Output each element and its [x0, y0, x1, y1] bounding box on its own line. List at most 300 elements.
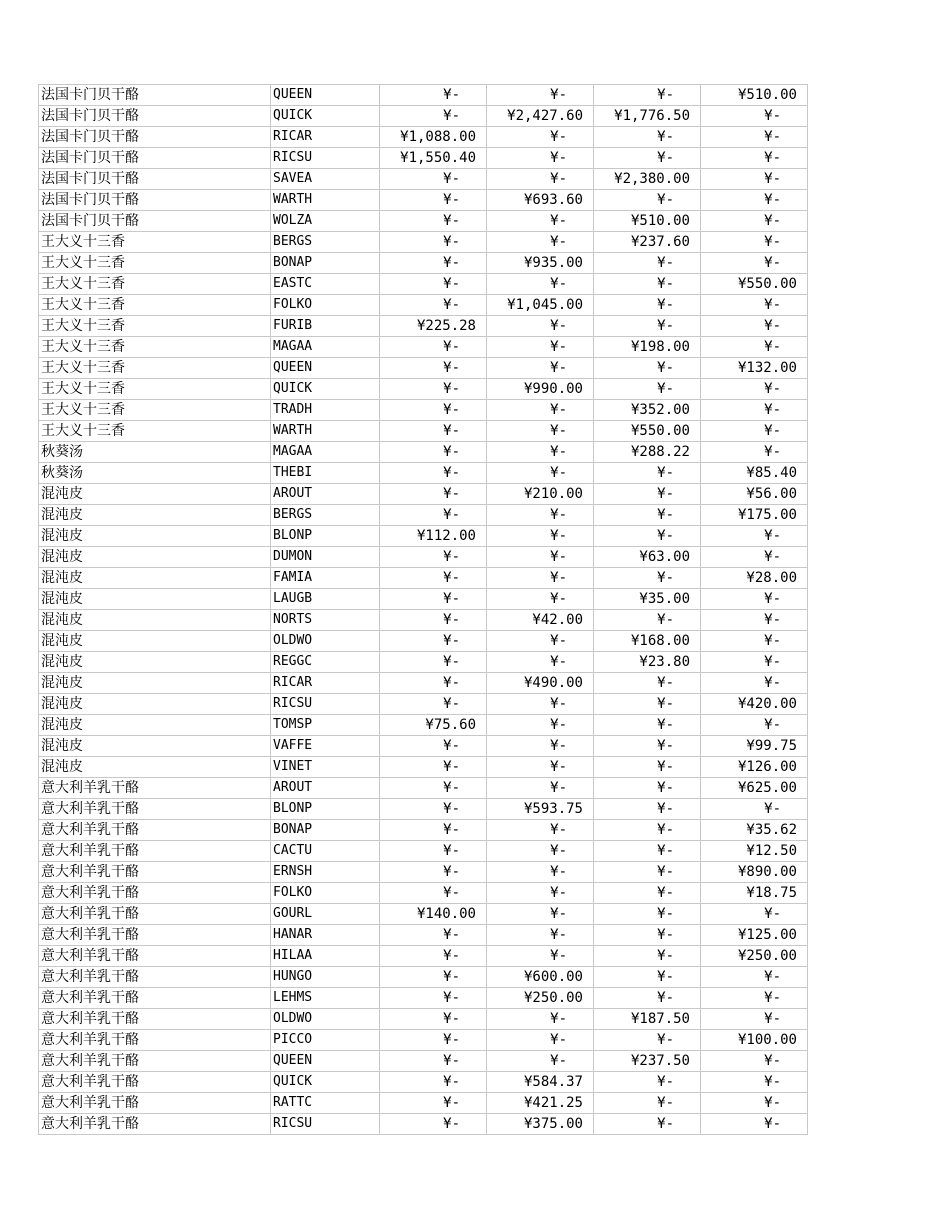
quarter-4-amount-cell[interactable] — [701, 148, 808, 169]
quarter-1-amount-cell[interactable] — [380, 484, 487, 505]
product-name-cell[interactable]: 王大义十三香 — [39, 400, 271, 421]
customer-id-cell[interactable]: DUMON — [271, 547, 380, 568]
product-name-cell[interactable]: 混沌皮 — [39, 526, 271, 547]
quarter-1-amount-cell[interactable] — [380, 127, 487, 148]
quarter-4-amount-cell[interactable] — [701, 1114, 808, 1135]
customer-id-cell[interactable]: ERNSH — [271, 862, 380, 883]
product-name-cell[interactable]: 混沌皮 — [39, 757, 271, 778]
quarter-4-amount-cell[interactable] — [701, 925, 808, 946]
quarter-3-amount-cell[interactable] — [594, 547, 701, 568]
quarter-4-amount-cell[interactable] — [701, 526, 808, 547]
quarter-2-amount-cell[interactable] — [487, 148, 594, 169]
quarter-1-amount-cell[interactable] — [380, 1030, 487, 1051]
product-name-cell[interactable]: 混沌皮 — [39, 505, 271, 526]
quarter-3-amount-cell[interactable] — [594, 442, 701, 463]
customer-id-cell[interactable]: BERGS — [271, 232, 380, 253]
quarter-1-amount-cell[interactable] — [380, 652, 487, 673]
quarter-2-amount-cell[interactable] — [487, 631, 594, 652]
product-name-cell[interactable]: 意大利羊乳干酪 — [39, 1030, 271, 1051]
quarter-3-amount-cell[interactable] — [594, 925, 701, 946]
quarter-1-amount-cell[interactable] — [380, 1051, 487, 1072]
quarter-1-amount-cell[interactable] — [380, 169, 487, 190]
quarter-2-amount-cell[interactable] — [487, 127, 594, 148]
quarter-4-amount-cell[interactable] — [701, 673, 808, 694]
quarter-2-amount-cell[interactable] — [487, 442, 594, 463]
customer-id-cell[interactable]: BERGS — [271, 505, 380, 526]
quarter-3-amount-cell[interactable] — [594, 946, 701, 967]
quarter-3-amount-cell[interactable] — [594, 610, 701, 631]
quarter-3-amount-cell[interactable] — [594, 316, 701, 337]
quarter-2-amount-cell[interactable] — [487, 883, 594, 904]
product-name-cell[interactable]: 王大义十三香 — [39, 337, 271, 358]
quarter-2-amount-cell[interactable] — [487, 190, 594, 211]
quarter-3-amount-cell[interactable] — [594, 106, 701, 127]
quarter-4-amount-cell[interactable] — [701, 631, 808, 652]
quarter-4-amount-cell[interactable] — [701, 1009, 808, 1030]
customer-id-cell[interactable]: RICAR — [271, 673, 380, 694]
quarter-1-amount-cell[interactable] — [380, 274, 487, 295]
quarter-2-amount-cell[interactable] — [487, 358, 594, 379]
quarter-4-amount-cell[interactable] — [701, 904, 808, 925]
quarter-3-amount-cell[interactable] — [594, 274, 701, 295]
quarter-4-amount-cell[interactable] — [701, 484, 808, 505]
customer-id-cell[interactable]: HANAR — [271, 925, 380, 946]
product-name-cell[interactable]: 意大利羊乳干酪 — [39, 925, 271, 946]
product-name-cell[interactable]: 秋葵汤 — [39, 463, 271, 484]
product-name-cell[interactable]: 法国卡门贝干酪 — [39, 211, 271, 232]
quarter-1-amount-cell[interactable] — [380, 316, 487, 337]
product-name-cell[interactable]: 混沌皮 — [39, 694, 271, 715]
quarter-3-amount-cell[interactable] — [594, 127, 701, 148]
quarter-2-amount-cell[interactable] — [487, 1009, 594, 1030]
product-name-cell[interactable]: 意大利羊乳干酪 — [39, 988, 271, 1009]
quarter-1-amount-cell[interactable] — [380, 736, 487, 757]
quarter-2-amount-cell[interactable] — [487, 232, 594, 253]
quarter-1-amount-cell[interactable] — [380, 1093, 487, 1114]
product-name-cell[interactable]: 混沌皮 — [39, 652, 271, 673]
quarter-3-amount-cell[interactable] — [594, 526, 701, 547]
quarter-3-amount-cell[interactable] — [594, 967, 701, 988]
quarter-1-amount-cell[interactable] — [380, 505, 487, 526]
quarter-4-amount-cell[interactable] — [701, 358, 808, 379]
quarter-1-amount-cell[interactable] — [380, 694, 487, 715]
customer-id-cell[interactable]: GOURL — [271, 904, 380, 925]
quarter-3-amount-cell[interactable] — [594, 295, 701, 316]
product-name-cell[interactable]: 混沌皮 — [39, 610, 271, 631]
product-name-cell[interactable]: 混沌皮 — [39, 568, 271, 589]
customer-id-cell[interactable]: PICCO — [271, 1030, 380, 1051]
quarter-1-amount-cell[interactable] — [380, 883, 487, 904]
quarter-4-amount-cell[interactable] — [701, 1072, 808, 1093]
quarter-4-amount-cell[interactable] — [701, 568, 808, 589]
quarter-1-amount-cell[interactable] — [380, 1114, 487, 1135]
quarter-4-amount-cell[interactable] — [701, 715, 808, 736]
quarter-3-amount-cell[interactable] — [594, 1072, 701, 1093]
quarter-3-amount-cell[interactable] — [594, 904, 701, 925]
quarter-3-amount-cell[interactable] — [594, 169, 701, 190]
quarter-2-amount-cell[interactable] — [487, 337, 594, 358]
quarter-1-amount-cell[interactable] — [380, 715, 487, 736]
quarter-1-amount-cell[interactable] — [380, 526, 487, 547]
quarter-3-amount-cell[interactable] — [594, 988, 701, 1009]
customer-id-cell[interactable]: THEBI — [271, 463, 380, 484]
quarter-3-amount-cell[interactable] — [594, 862, 701, 883]
quarter-2-amount-cell[interactable] — [487, 904, 594, 925]
quarter-4-amount-cell[interactable] — [701, 694, 808, 715]
customer-id-cell[interactable]: AROUT — [271, 778, 380, 799]
quarter-4-amount-cell[interactable] — [701, 421, 808, 442]
quarter-2-amount-cell[interactable] — [487, 736, 594, 757]
product-name-cell[interactable]: 王大义十三香 — [39, 316, 271, 337]
customer-id-cell[interactable]: OLDWO — [271, 631, 380, 652]
quarter-1-amount-cell[interactable] — [380, 673, 487, 694]
quarter-2-amount-cell[interactable] — [487, 211, 594, 232]
quarter-4-amount-cell[interactable] — [701, 799, 808, 820]
quarter-4-amount-cell[interactable] — [701, 862, 808, 883]
quarter-3-amount-cell[interactable] — [594, 337, 701, 358]
quarter-2-amount-cell[interactable] — [487, 526, 594, 547]
product-name-cell[interactable]: 意大利羊乳干酪 — [39, 778, 271, 799]
quarter-2-amount-cell[interactable] — [487, 715, 594, 736]
quarter-4-amount-cell[interactable] — [701, 295, 808, 316]
quarter-3-amount-cell[interactable] — [594, 631, 701, 652]
customer-id-cell[interactable]: FURIB — [271, 316, 380, 337]
quarter-1-amount-cell[interactable] — [380, 190, 487, 211]
product-name-cell[interactable]: 混沌皮 — [39, 589, 271, 610]
quarter-2-amount-cell[interactable] — [487, 799, 594, 820]
quarter-1-amount-cell[interactable] — [380, 946, 487, 967]
customer-id-cell[interactable]: QUICK — [271, 106, 380, 127]
quarter-2-amount-cell[interactable] — [487, 673, 594, 694]
quarter-3-amount-cell[interactable] — [594, 505, 701, 526]
product-name-cell[interactable]: 法国卡门贝干酪 — [39, 85, 271, 106]
quarter-2-amount-cell[interactable] — [487, 505, 594, 526]
quarter-3-amount-cell[interactable] — [594, 1093, 701, 1114]
quarter-3-amount-cell[interactable] — [594, 820, 701, 841]
quarter-1-amount-cell[interactable] — [380, 106, 487, 127]
customer-id-cell[interactable]: RICSU — [271, 1114, 380, 1135]
quarter-3-amount-cell[interactable] — [594, 841, 701, 862]
quarter-1-amount-cell[interactable] — [380, 337, 487, 358]
quarter-2-amount-cell[interactable] — [487, 988, 594, 1009]
product-name-cell[interactable]: 意大利羊乳干酪 — [39, 946, 271, 967]
quarter-2-amount-cell[interactable] — [487, 484, 594, 505]
product-name-cell[interactable]: 意大利羊乳干酪 — [39, 1114, 271, 1135]
product-name-cell[interactable]: 混沌皮 — [39, 547, 271, 568]
customer-id-cell[interactable]: BONAP — [271, 820, 380, 841]
customer-id-cell[interactable]: TOMSP — [271, 715, 380, 736]
product-name-cell[interactable]: 混沌皮 — [39, 484, 271, 505]
product-name-cell[interactable]: 意大利羊乳干酪 — [39, 1072, 271, 1093]
quarter-4-amount-cell[interactable] — [701, 589, 808, 610]
customer-id-cell[interactable]: RICSU — [271, 694, 380, 715]
quarter-3-amount-cell[interactable] — [594, 85, 701, 106]
quarter-3-amount-cell[interactable] — [594, 421, 701, 442]
quarter-2-amount-cell[interactable] — [487, 253, 594, 274]
quarter-2-amount-cell[interactable] — [487, 610, 594, 631]
quarter-4-amount-cell[interactable] — [701, 778, 808, 799]
product-name-cell[interactable]: 王大义十三香 — [39, 421, 271, 442]
quarter-4-amount-cell[interactable] — [701, 190, 808, 211]
customer-id-cell[interactable]: AROUT — [271, 484, 380, 505]
quarter-1-amount-cell[interactable] — [380, 85, 487, 106]
quarter-3-amount-cell[interactable] — [594, 253, 701, 274]
product-name-cell[interactable]: 法国卡门贝干酪 — [39, 169, 271, 190]
product-name-cell[interactable]: 王大义十三香 — [39, 358, 271, 379]
quarter-1-amount-cell[interactable] — [380, 631, 487, 652]
quarter-1-amount-cell[interactable] — [380, 988, 487, 1009]
quarter-1-amount-cell[interactable] — [380, 568, 487, 589]
customer-id-cell[interactable]: VINET — [271, 757, 380, 778]
quarter-3-amount-cell[interactable] — [594, 883, 701, 904]
quarter-3-amount-cell[interactable] — [594, 652, 701, 673]
quarter-3-amount-cell[interactable] — [594, 799, 701, 820]
quarter-2-amount-cell[interactable] — [487, 778, 594, 799]
product-name-cell[interactable]: 意大利羊乳干酪 — [39, 904, 271, 925]
quarter-1-amount-cell[interactable] — [380, 1072, 487, 1093]
customer-id-cell[interactable]: QUICK — [271, 1072, 380, 1093]
customer-id-cell[interactable]: WARTH — [271, 421, 380, 442]
customer-id-cell[interactable]: QUEEN — [271, 1051, 380, 1072]
quarter-3-amount-cell[interactable] — [594, 1009, 701, 1030]
quarter-1-amount-cell[interactable] — [380, 211, 487, 232]
quarter-3-amount-cell[interactable] — [594, 379, 701, 400]
quarter-4-amount-cell[interactable] — [701, 274, 808, 295]
quarter-1-amount-cell[interactable] — [380, 904, 487, 925]
customer-id-cell[interactable]: WOLZA — [271, 211, 380, 232]
customer-id-cell[interactable]: QUEEN — [271, 85, 380, 106]
product-name-cell[interactable]: 混沌皮 — [39, 736, 271, 757]
quarter-2-amount-cell[interactable] — [487, 463, 594, 484]
customer-id-cell[interactable]: FAMIA — [271, 568, 380, 589]
quarter-4-amount-cell[interactable] — [701, 946, 808, 967]
customer-id-cell[interactable]: RICSU — [271, 148, 380, 169]
quarter-2-amount-cell[interactable] — [487, 568, 594, 589]
customer-id-cell[interactable]: CACTU — [271, 841, 380, 862]
product-name-cell[interactable]: 秋葵汤 — [39, 442, 271, 463]
product-name-cell[interactable]: 混沌皮 — [39, 715, 271, 736]
quarter-2-amount-cell[interactable] — [487, 694, 594, 715]
product-name-cell[interactable]: 法国卡门贝干酪 — [39, 106, 271, 127]
customer-id-cell[interactable]: FOLKO — [271, 295, 380, 316]
customer-id-cell[interactable]: BLONP — [271, 799, 380, 820]
customer-id-cell[interactable]: LEHMS — [271, 988, 380, 1009]
product-name-cell[interactable]: 王大义十三香 — [39, 295, 271, 316]
customer-id-cell[interactable]: VAFFE — [271, 736, 380, 757]
quarter-1-amount-cell[interactable] — [380, 967, 487, 988]
quarter-2-amount-cell[interactable] — [487, 1093, 594, 1114]
quarter-2-amount-cell[interactable] — [487, 841, 594, 862]
quarter-4-amount-cell[interactable] — [701, 820, 808, 841]
quarter-3-amount-cell[interactable] — [594, 190, 701, 211]
quarter-1-amount-cell[interactable] — [380, 1009, 487, 1030]
quarter-1-amount-cell[interactable] — [380, 820, 487, 841]
customer-id-cell[interactable]: SAVEA — [271, 169, 380, 190]
quarter-1-amount-cell[interactable] — [380, 358, 487, 379]
customer-id-cell[interactable]: FOLKO — [271, 883, 380, 904]
quarter-1-amount-cell[interactable] — [380, 379, 487, 400]
product-name-cell[interactable]: 法国卡门贝干酪 — [39, 190, 271, 211]
product-name-cell[interactable]: 王大义十三香 — [39, 379, 271, 400]
customer-id-cell[interactable]: MAGAA — [271, 337, 380, 358]
product-name-cell[interactable]: 意大利羊乳干酪 — [39, 862, 271, 883]
quarter-3-amount-cell[interactable] — [594, 484, 701, 505]
customer-id-cell[interactable]: MAGAA — [271, 442, 380, 463]
quarter-4-amount-cell[interactable] — [701, 337, 808, 358]
quarter-2-amount-cell[interactable] — [487, 379, 594, 400]
quarter-4-amount-cell[interactable] — [701, 253, 808, 274]
product-name-cell[interactable]: 意大利羊乳干酪 — [39, 841, 271, 862]
quarter-4-amount-cell[interactable] — [701, 463, 808, 484]
quarter-4-amount-cell[interactable] — [701, 127, 808, 148]
quarter-1-amount-cell[interactable] — [380, 400, 487, 421]
quarter-2-amount-cell[interactable] — [487, 316, 594, 337]
quarter-4-amount-cell[interactable] — [701, 211, 808, 232]
product-name-cell[interactable]: 王大义十三香 — [39, 232, 271, 253]
quarter-2-amount-cell[interactable] — [487, 85, 594, 106]
customer-id-cell[interactable]: NORTS — [271, 610, 380, 631]
quarter-3-amount-cell[interactable] — [594, 673, 701, 694]
quarter-4-amount-cell[interactable] — [701, 883, 808, 904]
quarter-2-amount-cell[interactable] — [487, 169, 594, 190]
quarter-4-amount-cell[interactable] — [701, 652, 808, 673]
quarter-2-amount-cell[interactable] — [487, 862, 594, 883]
quarter-1-amount-cell[interactable] — [380, 421, 487, 442]
quarter-1-amount-cell[interactable] — [380, 589, 487, 610]
product-name-cell[interactable]: 法国卡门贝干酪 — [39, 127, 271, 148]
quarter-1-amount-cell[interactable] — [380, 799, 487, 820]
quarter-2-amount-cell[interactable] — [487, 1114, 594, 1135]
quarter-1-amount-cell[interactable] — [380, 778, 487, 799]
customer-id-cell[interactable]: RATTC — [271, 1093, 380, 1114]
customer-id-cell[interactable]: HUNGO — [271, 967, 380, 988]
quarter-1-amount-cell[interactable] — [380, 925, 487, 946]
quarter-2-amount-cell[interactable] — [487, 589, 594, 610]
quarter-3-amount-cell[interactable] — [594, 568, 701, 589]
quarter-3-amount-cell[interactable] — [594, 1051, 701, 1072]
customer-id-cell[interactable]: BONAP — [271, 253, 380, 274]
quarter-4-amount-cell[interactable] — [701, 988, 808, 1009]
customer-id-cell[interactable]: OLDWO — [271, 1009, 380, 1030]
quarter-4-amount-cell[interactable] — [701, 379, 808, 400]
quarter-4-amount-cell[interactable] — [701, 1030, 808, 1051]
product-name-cell[interactable]: 意大利羊乳干酪 — [39, 820, 271, 841]
quarter-2-amount-cell[interactable] — [487, 925, 594, 946]
quarter-4-amount-cell[interactable] — [701, 316, 808, 337]
quarter-3-amount-cell[interactable] — [594, 148, 701, 169]
product-name-cell[interactable]: 意大利羊乳干酪 — [39, 967, 271, 988]
product-name-cell[interactable]: 意大利羊乳干酪 — [39, 1009, 271, 1030]
quarter-3-amount-cell[interactable] — [594, 463, 701, 484]
quarter-1-amount-cell[interactable] — [380, 295, 487, 316]
quarter-4-amount-cell[interactable] — [701, 610, 808, 631]
quarter-1-amount-cell[interactable] — [380, 841, 487, 862]
quarter-2-amount-cell[interactable] — [487, 967, 594, 988]
customer-id-cell[interactable]: RICAR — [271, 127, 380, 148]
quarter-2-amount-cell[interactable] — [487, 400, 594, 421]
quarter-3-amount-cell[interactable] — [594, 694, 701, 715]
customer-id-cell[interactable]: TRADH — [271, 400, 380, 421]
quarter-3-amount-cell[interactable] — [594, 211, 701, 232]
customer-id-cell[interactable]: QUEEN — [271, 358, 380, 379]
quarter-1-amount-cell[interactable] — [380, 253, 487, 274]
quarter-4-amount-cell[interactable] — [701, 169, 808, 190]
quarter-1-amount-cell[interactable] — [380, 442, 487, 463]
quarter-2-amount-cell[interactable] — [487, 1051, 594, 1072]
customer-id-cell[interactable]: BLONP — [271, 526, 380, 547]
quarter-4-amount-cell[interactable] — [701, 1093, 808, 1114]
quarter-2-amount-cell[interactable] — [487, 946, 594, 967]
quarter-2-amount-cell[interactable] — [487, 274, 594, 295]
quarter-4-amount-cell[interactable] — [701, 505, 808, 526]
product-name-cell[interactable]: 意大利羊乳干酪 — [39, 1093, 271, 1114]
quarter-4-amount-cell[interactable] — [701, 841, 808, 862]
quarter-3-amount-cell[interactable] — [594, 778, 701, 799]
quarter-2-amount-cell[interactable] — [487, 1072, 594, 1093]
customer-id-cell[interactable]: EASTC — [271, 274, 380, 295]
product-name-cell[interactable]: 意大利羊乳干酪 — [39, 799, 271, 820]
quarter-2-amount-cell[interactable] — [487, 1030, 594, 1051]
product-name-cell[interactable]: 混沌皮 — [39, 631, 271, 652]
product-name-cell[interactable]: 王大义十三香 — [39, 253, 271, 274]
quarter-3-amount-cell[interactable] — [594, 358, 701, 379]
customer-id-cell[interactable]: LAUGB — [271, 589, 380, 610]
product-name-cell[interactable]: 意大利羊乳干酪 — [39, 883, 271, 904]
quarter-4-amount-cell[interactable] — [701, 400, 808, 421]
quarter-3-amount-cell[interactable] — [594, 232, 701, 253]
product-name-cell[interactable]: 混沌皮 — [39, 673, 271, 694]
quarter-2-amount-cell[interactable] — [487, 547, 594, 568]
quarter-1-amount-cell[interactable] — [380, 547, 487, 568]
quarter-3-amount-cell[interactable] — [594, 589, 701, 610]
quarter-2-amount-cell[interactable] — [487, 421, 594, 442]
quarter-3-amount-cell[interactable] — [594, 757, 701, 778]
customer-id-cell[interactable]: WARTH — [271, 190, 380, 211]
quarter-2-amount-cell[interactable] — [487, 295, 594, 316]
quarter-4-amount-cell[interactable] — [701, 736, 808, 757]
quarter-4-amount-cell[interactable] — [701, 232, 808, 253]
quarter-1-amount-cell[interactable] — [380, 148, 487, 169]
product-name-cell[interactable]: 法国卡门贝干酪 — [39, 148, 271, 169]
quarter-1-amount-cell[interactable] — [380, 610, 487, 631]
customer-id-cell[interactable]: HILAA — [271, 946, 380, 967]
quarter-2-amount-cell[interactable] — [487, 757, 594, 778]
quarter-1-amount-cell[interactable] — [380, 232, 487, 253]
customer-id-cell[interactable]: QUICK — [271, 379, 380, 400]
quarter-4-amount-cell[interactable] — [701, 757, 808, 778]
quarter-3-amount-cell[interactable] — [594, 400, 701, 421]
quarter-4-amount-cell[interactable] — [701, 442, 808, 463]
quarter-4-amount-cell[interactable] — [701, 1051, 808, 1072]
quarter-1-amount-cell[interactable] — [380, 463, 487, 484]
quarter-1-amount-cell[interactable] — [380, 757, 487, 778]
quarter-3-amount-cell[interactable] — [594, 715, 701, 736]
quarter-3-amount-cell[interactable] — [594, 1114, 701, 1135]
quarter-2-amount-cell[interactable] — [487, 106, 594, 127]
quarter-3-amount-cell[interactable] — [594, 1030, 701, 1051]
quarter-4-amount-cell[interactable] — [701, 85, 808, 106]
product-name-cell[interactable]: 意大利羊乳干酪 — [39, 1051, 271, 1072]
customer-id-cell[interactable]: REGGC — [271, 652, 380, 673]
quarter-4-amount-cell[interactable] — [701, 967, 808, 988]
quarter-4-amount-cell[interactable] — [701, 106, 808, 127]
quarter-2-amount-cell[interactable] — [487, 652, 594, 673]
product-name-cell[interactable]: 王大义十三香 — [39, 274, 271, 295]
quarter-3-amount-cell[interactable] — [594, 736, 701, 757]
quarter-1-amount-cell[interactable] — [380, 862, 487, 883]
quarter-4-amount-cell[interactable] — [701, 547, 808, 568]
quarter-2-amount-cell[interactable] — [487, 820, 594, 841]
